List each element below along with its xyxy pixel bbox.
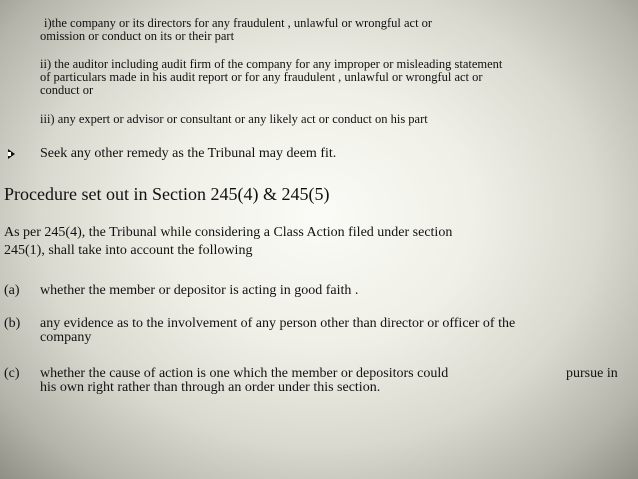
item-a-marker: (a) xyxy=(4,283,20,298)
sub-item-2 xyxy=(40,58,502,97)
item-c-line1-tail: pursue in xyxy=(566,366,618,381)
item-b-line1: any evidence as to the involvement of any person other than director or officer of the xyxy=(40,316,516,331)
sub-item-1-line2: omission or conduct on its or their part xyxy=(40,29,235,43)
sub-item-3 xyxy=(40,113,428,126)
sub-item-2-line3: conduct or xyxy=(40,83,94,97)
intro-line1: As per 245(4), the Tribunal while considering a Class Action filed under section xyxy=(4,225,453,240)
sub-item-2-line2: of particulars made in his audit report or for any fraudulent , unlawful or wrongful act or xyxy=(40,70,483,84)
item-c-text xyxy=(40,367,448,395)
item-c-marker: (c) xyxy=(4,366,20,381)
sub-item-1 xyxy=(40,16,433,43)
item-c-line1: whether the cause of action is one which the member or depositors could xyxy=(40,366,449,381)
item-b-text xyxy=(40,317,515,345)
section-heading: Procedure set out in Section 245(4) & 245(5) xyxy=(4,184,330,204)
item-c-line2: his own right rather than through an order under this section. xyxy=(40,380,381,395)
item-a-text: whether the member or depositor is acting in good faith . xyxy=(40,283,359,298)
sub-item-3-line1: iii) any expert or advisor or consultant or any likely act or conduct on his part xyxy=(40,112,428,126)
item-b-line2: company xyxy=(40,330,92,345)
intro-line2: 245(1), shall take into account the following xyxy=(4,243,253,258)
intro-paragraph xyxy=(4,226,452,258)
item-b-marker: (b) xyxy=(4,316,21,331)
sub-item-2-line1: ii) the auditor including audit firm of the company for any improper or misleading statement xyxy=(40,57,503,71)
sub-item-1-line1: i)the company or its directors for any fraudulent , unlawful or wrongful act or xyxy=(44,16,433,30)
arrow-bullet-icon xyxy=(8,149,15,159)
bullet-text: Seek any other remedy as the Tribunal may deem fit. xyxy=(40,146,337,161)
